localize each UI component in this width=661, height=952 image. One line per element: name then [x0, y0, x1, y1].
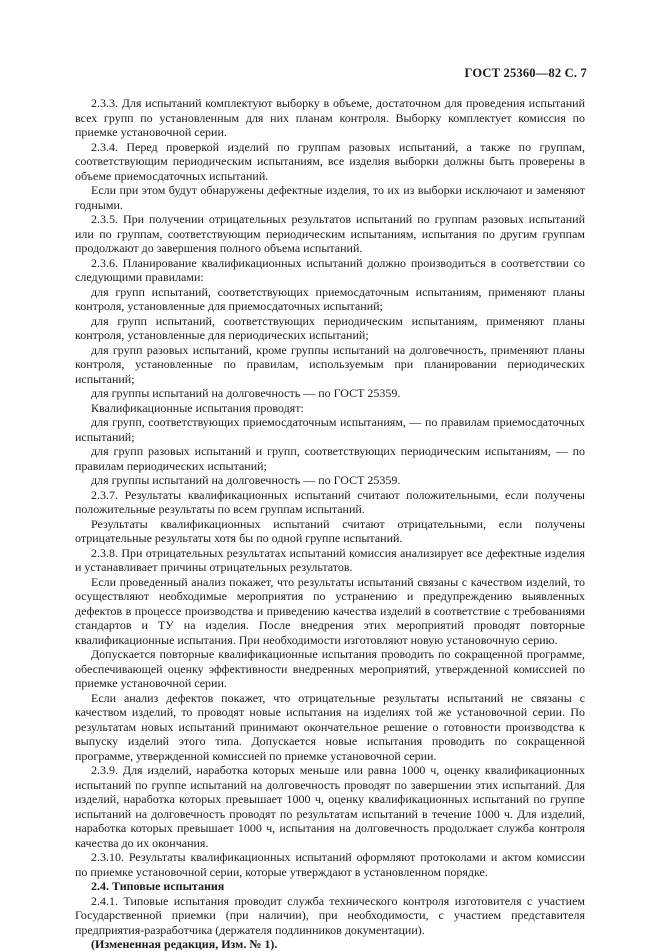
list-item: для групп испытаний, соответствующих приемосдаточным испытаниям, применяют планы контроля, установленные для приемосдаточных испытаний; — [75, 284, 585, 313]
list-item: для групп разовых испытаний, кроме группы испытаний на долговечность, применяют планы контроля, установленные по правилам, используемым при планировании периодических испытаний; — [75, 342, 585, 386]
paragraph-2-3-6: 2.3.6. Планирование квалификационных испытаний должно производиться в соответствии со следующими правилами: — [75, 255, 585, 284]
paragraph-2-3-7: 2.3.7. Результаты квалификационных испытаний считают положительными, если получены положительные результаты по всем группам испытаний. — [75, 487, 585, 516]
paragraph-2-4-1: 2.4.1. Типовые испытания проводит служба технического контроля изготовителя с участием Государственной приемки (при наличии), при необходимости, с участием представителя предприятия-разработчика (держателя подлинников документации). — [75, 893, 585, 937]
paragraph: Квалификационные испытания проводят: — [91, 400, 304, 415]
list-item: для групп, соответствующих приемосдаточным испытаниям, — по правилам приемосдаточных испытаний; — [75, 415, 585, 444]
list-item: для группы испытаний на долговечность — по ГОСТ 25359. — [91, 386, 401, 400]
paragraph-2-3-5: 2.3.5. При получении отрицательных результатов испытаний по группам разовых испытаний или по группам, соответствующим периодическим испытаниям, испытания по другим группам продолжают до завершения полного объема испытаний. — [75, 212, 585, 255]
paragraph: Если проведенный анализ покажет, что результаты испытаний связаны с качеством изделий, то осуществляют необходимые мероприятия по устранению и предупреждению выявленных дефектов в процессе производства и приведению качества изделий в соответствие с требованиями стандартов и ТУ на изделия. После внедрения этих мероприятий проводят повторные квалификационные испытания. При необходимости изготовляют новую установочную серию. — [75, 574, 585, 647]
paragraph-2-3-8: 2.3.8. При отрицательных результатах испытаний комиссия анализирует все дефектные изделия и устанавливает причины отрицательных результатов. — [75, 545, 585, 574]
list-item: для групп испытаний, соответствующих периодическим испытаниям, применяют планы контроля, установленные для периодических испытаний; — [75, 313, 585, 342]
document-body — [75, 96, 585, 952]
paragraph: Допускается повторные квалификационные испытания проводить по сокращенной программе, обеспечивающей оценку эффективности внедренных мероприятий, утвержденной комиссией по приемке установочной серии. — [75, 647, 585, 690]
page-header: ГОСТ 25360—82 С. 7 — [464, 66, 587, 80]
paragraph-2-3-3: 2.3.3. Для испытаний комплектуют выборку в объеме, достаточном для проведения испытаний всех групп по установленным для них планам контроля. Выборку комплектует комиссия по приемке установочной серии. — [75, 96, 585, 139]
list-item: для групп разовых испытаний и групп, соответствующих периодическим испытаниям, — по правилам периодических испытаний; — [75, 444, 585, 473]
list-item: для группы испытаний на долговечность — по ГОСТ 25359. — [91, 473, 401, 487]
paragraph: Если анализ дефектов покажет, что отрицательные результаты испытаний не связаны с качеством изделий, то проводят новые испытания на изделиях той же установочной серии. По результатам новых испытаний принимают окончательное решение о готовности производства к выпуску изделий этого типа. Допускается новые испытания проводить по сокращенной программе, утвержденной комиссией по приемке установочной серии. — [75, 690, 585, 763]
paragraph: Результаты квалификационных испытаний считают отрицательными, если получены отрицательные результаты хотя бы по одной группе испытаний. — [75, 516, 585, 545]
section-title: 2.4. Типовые испытания — [91, 879, 225, 893]
paragraph: Если при этом будут обнаружены дефектные изделия, то их из выборки исключают и заменяют годными. — [75, 183, 585, 212]
paragraph-2-3-4: 2.3.4. Перед проверкой изделий по группам разовых испытаний, а также по группам, соответствующим периодическим испытаниям, все изделия выборки должны быть проверены в объеме приемосдаточных испытаний. — [75, 139, 585, 183]
paragraph-2-3-9: 2.3.9. Для изделий, наработка которых меньше или равна 1000 ч, оценку квалификационных испытаний по группе испытаний на долговечность проводят по завершении этих испытаний. Для изделий, наработка которых превышает 1000 ч, оценку квалификационных испытаний по группе испытаний на долговечность проводят по результатам испытаний в течение 1000 ч. Для изделий, наработка которых превышает 1000 ч, испытания на долговечность продолжает служба контроля качества до их окончания. — [75, 763, 585, 850]
revision-note: (Измененная редакция, Изм. № 1). — [91, 937, 278, 951]
paragraph-2-3-10: 2.3.10. Результаты квалификационных испытаний оформляют протоколами и актом комиссии по приемке установочной серии, которые утверждают в установленном порядке. — [75, 850, 585, 879]
